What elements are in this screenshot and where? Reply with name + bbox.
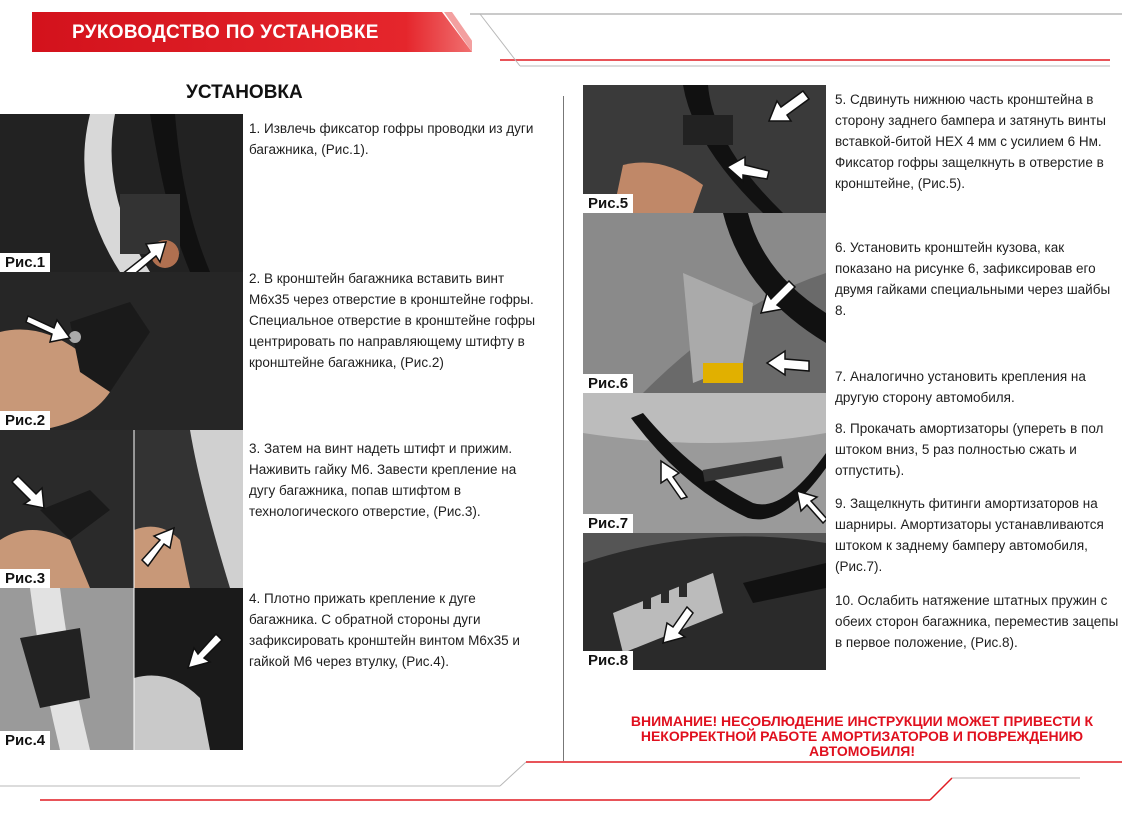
arrow-icon	[583, 393, 826, 533]
header-banner	[32, 12, 472, 52]
arrow-icon	[583, 533, 826, 670]
step-4-text: 4. Плотно прижать крепление к дуге багажника. С обратной стороны дуги зафиксировать кронштейн винтом М6х35 и гайкой М6 через втулку, (Рис.4).	[249, 591, 520, 669]
figure-6-label: Рис.6	[583, 374, 633, 393]
figure-1-photo	[0, 114, 243, 272]
figure-5-photo	[583, 85, 826, 213]
figure-1-label: Рис.1	[0, 253, 50, 272]
step-2-text: 2. В кронштейн багажника вставить винт М6х35 через отверстие в кронштейне гофры. Специальное отверстие в кронштейне гофры центрировать по направляющему штифту в кронштейне багажника, (Рис.2)	[249, 271, 536, 370]
step-6-text: 6. Установить кронштейн кузова, как показано на рисунке 6, зафиксировав его двумя гайками специальными через шайбы 8.	[835, 240, 1111, 318]
figure-2-label: Рис.2	[0, 411, 50, 430]
figure-4-photo	[0, 588, 243, 750]
step-8-text: 8. Прокачать амортизаторы (упереть в пол штоком вниз, 5 раз полностью сжать и отпустить).	[835, 421, 1104, 478]
warning-text: ВНИМАНИЕ! НЕСОБЛЮДЕНИЕ ИНСТРУКЦИИ МОЖЕТ ПРИВЕСТИ К НЕКОРРЕКТНОЙ РАБОТЕ АМОРТИЗАТОРОВ И ПОВРЕЖДЕНИЮ АВТОМОБИЛЯ!	[630, 713, 1094, 759]
arrow-icon	[0, 114, 243, 272]
figure-7-label: Рис.7	[583, 514, 633, 533]
figure-5-label: Рис.5	[583, 194, 633, 213]
step-9-text: 9. Защелкнуть фитинги амортизаторов на шарниры. Амортизаторы устанавливаются штоком к заднему бамперу автомобиля, (Рис.7).	[835, 496, 1104, 574]
step-5-text: 5. Сдвинуть нижнюю часть кронштейна в сторону заднего бампера и затянуть винты вставкой-битой HEX 4 мм с усилием 6 Нм. Фиксатор гофры защелкнуть в отверстие в кронштейне, (Рис.5).	[835, 92, 1106, 191]
arrow-icon	[0, 588, 243, 750]
step-10-text: 10. Ослабить натяжение штатных пружин с обеих сторон багажника, переместив зацепы в первое положение, (Рис.8).	[835, 593, 1119, 650]
arrow-icon	[0, 272, 243, 430]
figure-8-label: Рис.8	[583, 651, 633, 670]
figure-6-photo	[583, 213, 826, 393]
step-1-text: 1. Извлечь фиксатор гофры проводки из дуги багажника, (Рис.1).	[249, 121, 534, 157]
section-title: УСТАНОВКА	[186, 82, 303, 103]
column-divider	[563, 96, 564, 761]
figure-4-label: Рис.4	[0, 731, 50, 750]
arrow-icon	[583, 213, 826, 393]
figure-8-photo	[583, 533, 826, 670]
figure-3-photo	[0, 430, 243, 588]
figure-2-photo	[0, 272, 243, 430]
figure-7-photo	[583, 393, 826, 533]
step-3-text: 3. Затем на винт надеть штифт и прижим. Наживить гайку М6. Завести крепление на дугу багажника, попав штифтом в технологического отверстие, (Рис.3).	[249, 441, 517, 519]
arrow-icon	[0, 430, 243, 588]
page-header-title: РУКОВОДСТВО ПО УСТАНОВКЕ	[72, 22, 379, 43]
step-7-text: 7. Аналогично установить крепления на другую сторону автомобиля.	[835, 369, 1086, 405]
figure-3-label: Рис.3	[0, 569, 50, 588]
